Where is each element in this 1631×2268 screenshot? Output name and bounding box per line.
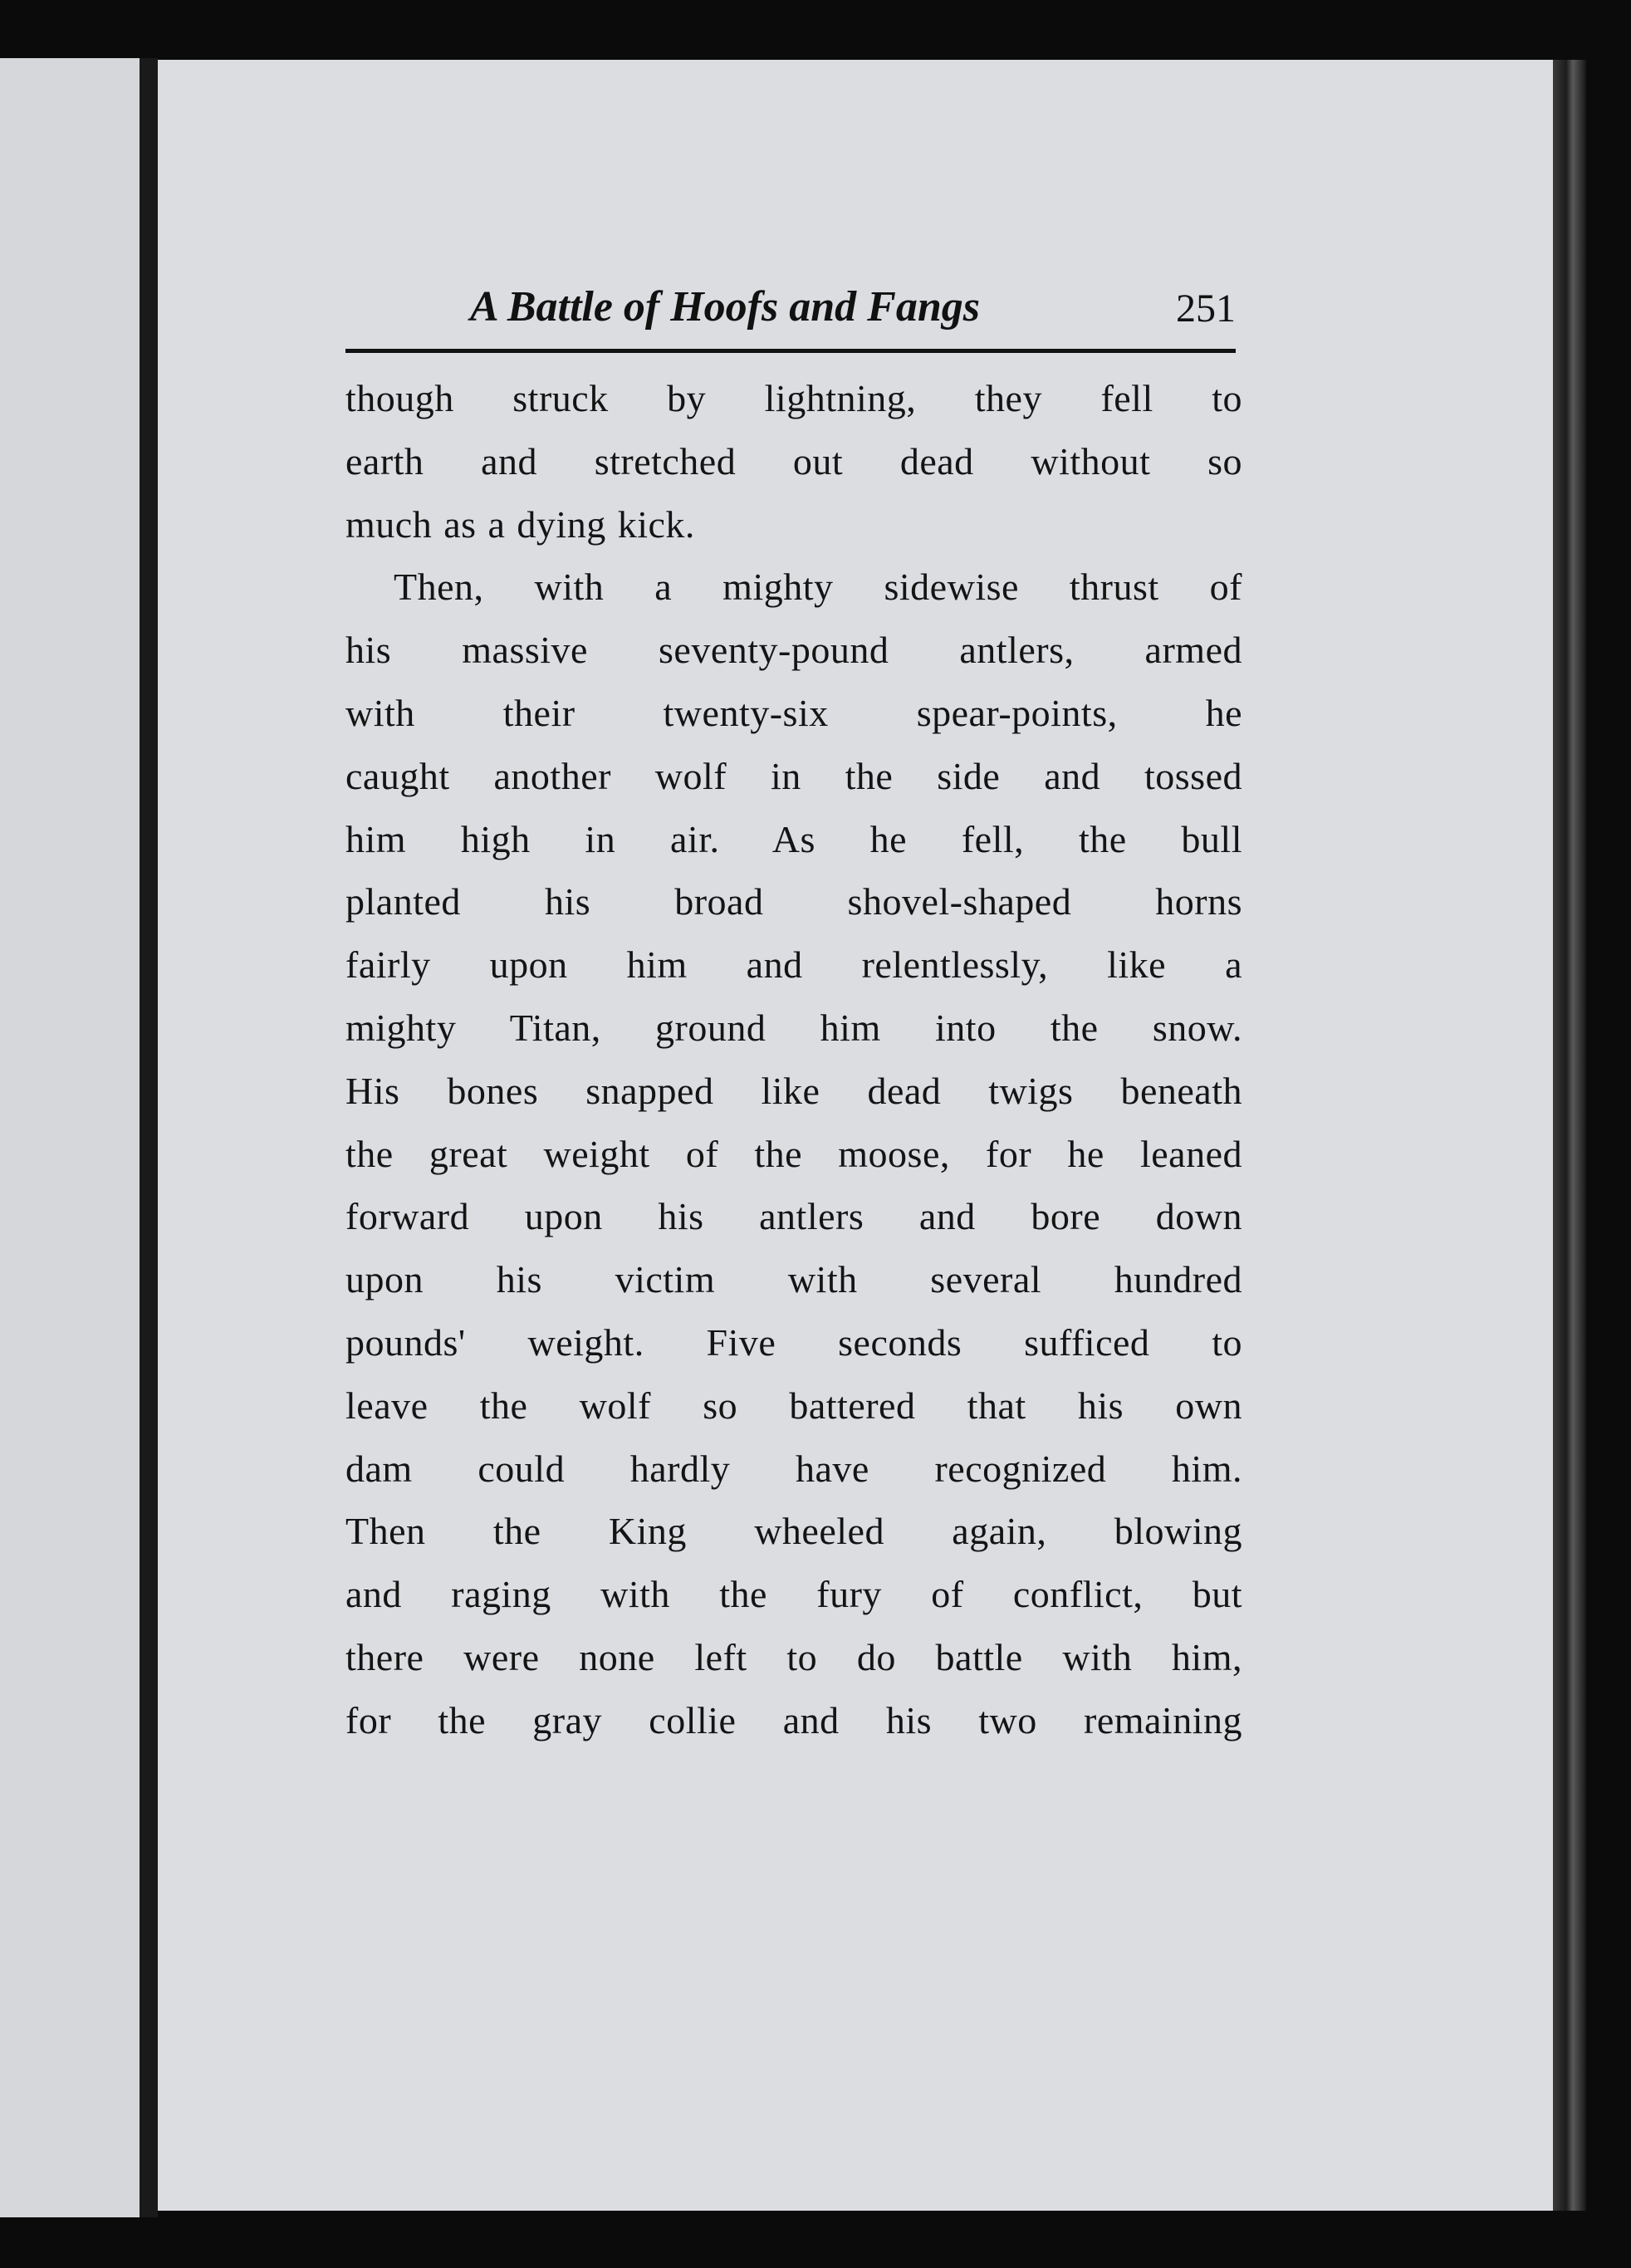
text-line: leave the wolf so battered that his own bbox=[345, 1384, 1242, 1427]
header-rule bbox=[345, 349, 1236, 353]
text-line: His bones snapped like dead twigs beneath bbox=[345, 1069, 1242, 1112]
text-line: mighty Titan, ground him into the snow. bbox=[345, 1006, 1242, 1049]
book-gutter bbox=[140, 58, 158, 2217]
text-line: the great weight of the moose, for he leaned bbox=[345, 1132, 1242, 1175]
paragraph-2 bbox=[345, 556, 1242, 1751]
text-line: him high in air. As he fell, the bull bbox=[345, 817, 1242, 860]
body-text bbox=[345, 367, 1242, 1752]
text-line: Then the King wheeled again, blowing bbox=[345, 1510, 1242, 1553]
text-line: dam could hardly have recognized him. bbox=[345, 1447, 1242, 1490]
page-edge bbox=[1553, 60, 1586, 2211]
text-line: upon his victim with several hundred bbox=[345, 1258, 1242, 1301]
page-number: 251 bbox=[1176, 287, 1236, 331]
text-line: Then, with a mighty sidewise thrust of bbox=[394, 566, 1242, 609]
text-line: his massive seventy-pound antlers, armed bbox=[345, 629, 1242, 672]
text-line: pounds' weight. Five seconds sufficed to bbox=[345, 1320, 1242, 1364]
paragraph-1 bbox=[345, 367, 1242, 556]
text-line: fairly upon him and relentlessly, like a bbox=[345, 943, 1242, 987]
text-line: there were none left to do battle with him, bbox=[345, 1635, 1242, 1678]
text-line: forward upon his antlers and bore down bbox=[345, 1195, 1242, 1238]
text-line: caught another wolf in the side and tossed bbox=[345, 754, 1242, 797]
facing-page-margin bbox=[0, 58, 140, 2217]
text-line: though struck by lightning, they fell to bbox=[345, 377, 1242, 419]
text-line: and raging with the fury of conflict, but bbox=[345, 1573, 1242, 1616]
running-title: A Battle of Hoofs and Fangs bbox=[470, 283, 980, 331]
running-header bbox=[345, 282, 1236, 340]
text-line: much as a dying kick. bbox=[345, 502, 695, 546]
text-line: planted his broad shovel-shaped horns bbox=[345, 880, 1242, 923]
text-line: earth and stretched out dead without so bbox=[345, 439, 1242, 483]
text-line: with their twenty-six spear-points, he bbox=[345, 691, 1242, 734]
text-line: for the gray collie and his two remaining bbox=[345, 1698, 1242, 1741]
